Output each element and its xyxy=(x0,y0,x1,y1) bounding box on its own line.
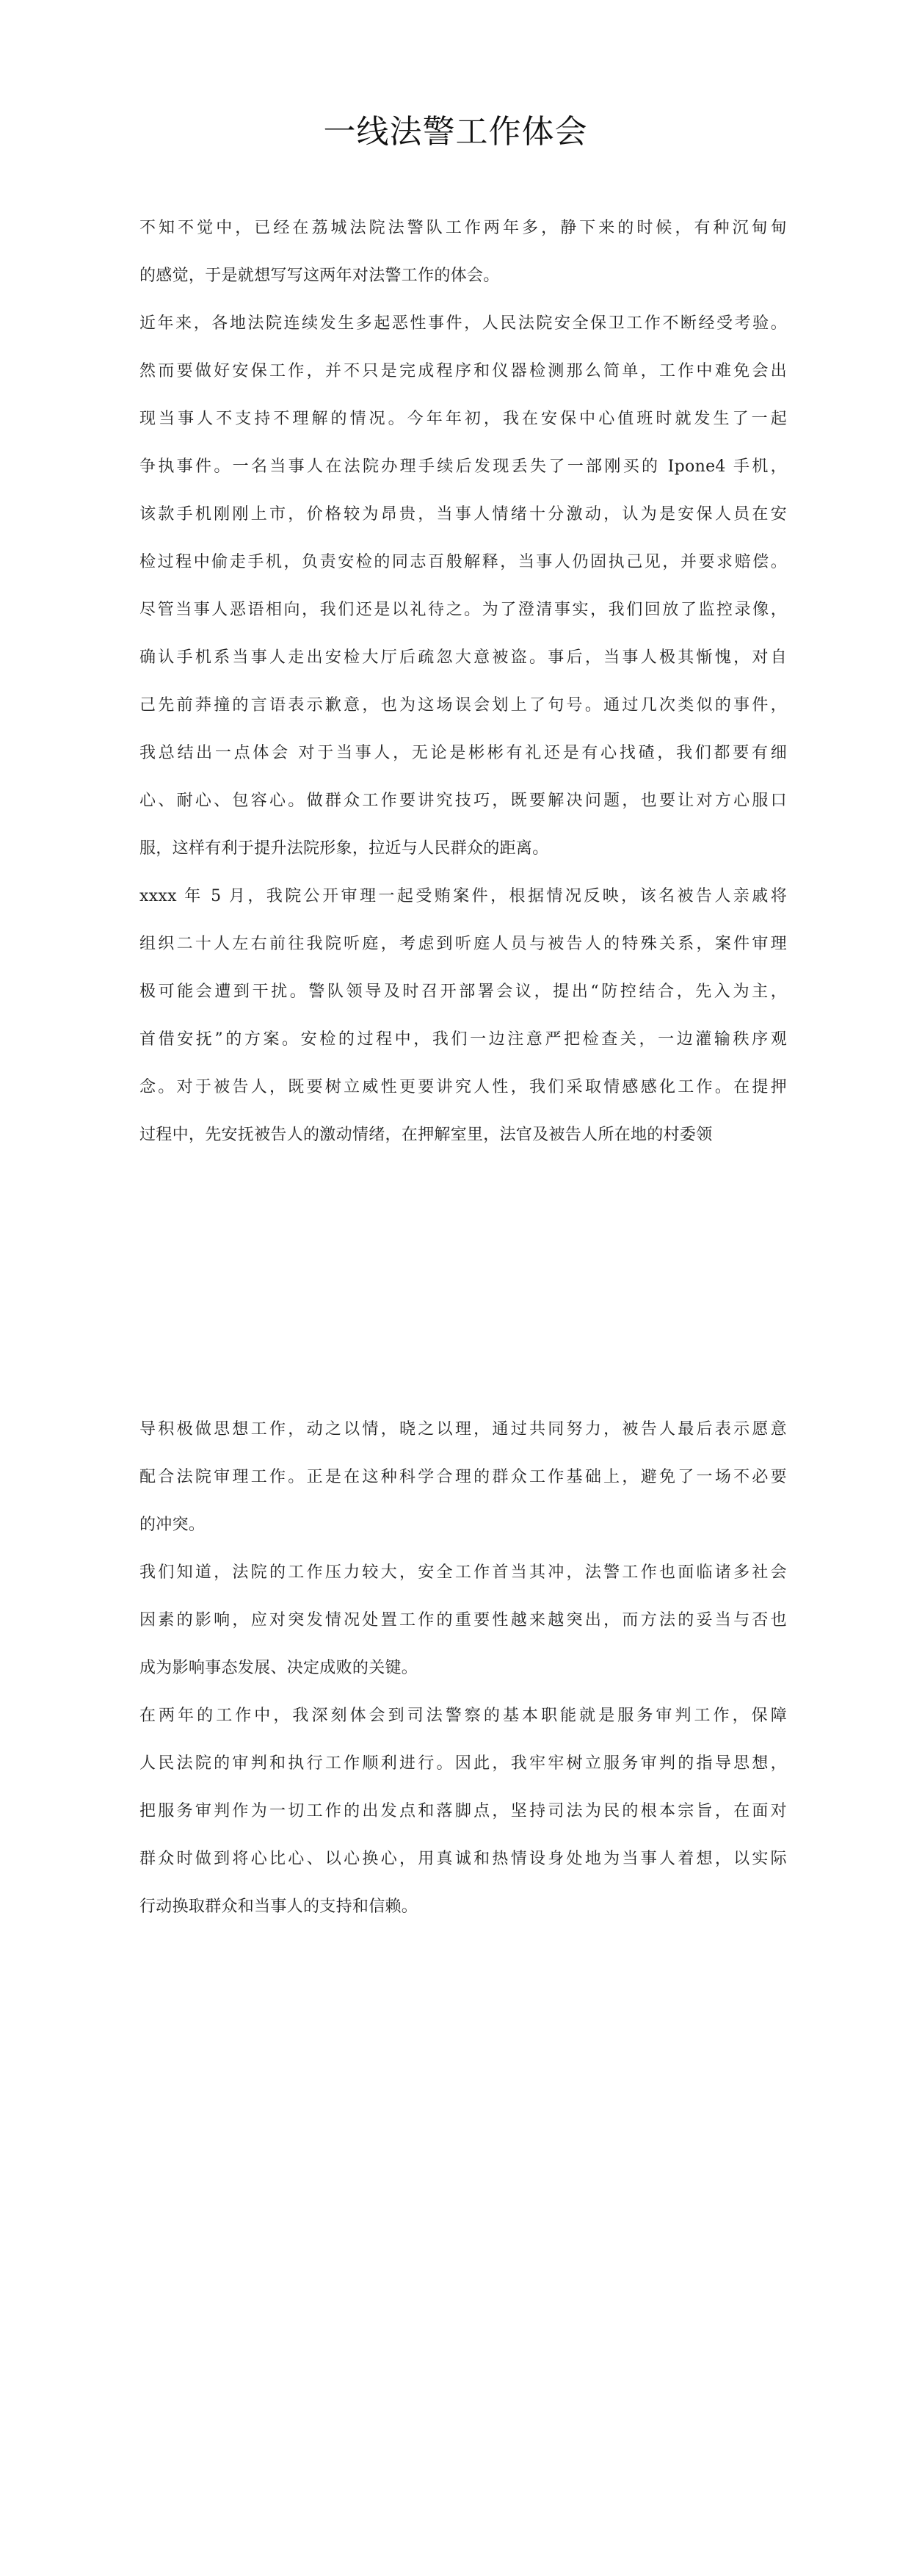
text-line: 极可能会遭到干扰。警队领导及时召开部署会议，提出“防控结合，先入为主， xyxy=(139,983,787,1001)
text-line: 行动换取群众和当事人的支持和信赖。 xyxy=(139,1897,418,1916)
text-line: 确认手机系当事人走出安检大厅后疏忽大意被盗。事后，当事人极其惭愧，对自 xyxy=(139,648,787,667)
text-block-upper xyxy=(139,204,787,1159)
text-line: 我总结出一点体会 对于当事人，无论是彬彬有礼还是有心找碴，我们都要有细 xyxy=(139,744,787,762)
text-line: 检过程中偷走手机，负责安检的同志百般解释，当事人仍固执己见，并要求赔偿。 xyxy=(139,553,787,571)
text-line: 成为影响事态发展、决定成败的关键。 xyxy=(139,1659,418,1677)
text-line: 该款手机刚刚上市，价格较为昂贵，当事人情绪十分激动，认为是安保人员在安 xyxy=(139,505,787,524)
text-line: 心、耐心、包容心。做群众工作要讲究技巧，既要解决问题，也要让对方心服口 xyxy=(139,792,787,810)
text-line: 导积极做思想工作，动之以情，晓之以理，通过共同努力，被告人最后表示愿意 xyxy=(139,1420,787,1439)
text-line: 组织二十人左右前往我院听庭，考虑到听庭人员与被告人的特殊关系，案件审理 xyxy=(139,935,787,953)
text-line: 争执事件。一名当事人在法院办理手续后发现丢失了一部刚买的 Ipone4 手机， xyxy=(139,457,787,476)
text-line: 的冲突。 xyxy=(139,1516,206,1534)
text-line: 不知不觉中，已经在荔城法院法警队工作两年多，静下来的时候，有种沉甸甸 xyxy=(139,219,787,237)
page-title: 一线法警工作体会 xyxy=(323,113,588,151)
text-line: 念。对于被告人，既要树立威性更要讲究人性，我们采取情感感化工作。在提押 xyxy=(139,1078,787,1096)
text-line: 现当事人不支持不理解的情况。今年年初，我在安保中心值班时就发生了一起 xyxy=(139,410,787,428)
text-line: 的感觉，于是就想写写这两年对法警工作的体会。 xyxy=(139,267,500,285)
text-line: 近年来，各地法院连续发生多起恶性事件，人民法院安全保卫工作不断经受考验。 xyxy=(139,314,787,333)
text-line: 因素的影响，应对突发情况处置工作的重要性越来越突出，而方法的妥当与否也 xyxy=(139,1611,787,1629)
text-line: 人民法院的审判和执行工作顺利进行。因此，我牢牢树立服务审判的指导思想， xyxy=(139,1754,787,1773)
text-line: 首借安抚”的方案。安检的过程中，我们一边注意严把检查关，一边灌输秩序观 xyxy=(139,1030,787,1049)
text-line: 然而要做好安保工作，并不只是完成程序和仪器检测那么简单，工作中难免会出 xyxy=(139,362,787,380)
text-line: 配合法院审理工作。正是在这种科学合理的群众工作基础上，避免了一场不必要 xyxy=(139,1468,787,1486)
text-line: 群众时做到将心比心、以心换心，用真诚和热情设身处地为当事人着想，以实际 xyxy=(139,1850,787,1868)
text-line: 己先前莽撞的言语表示歉意，也为这场误会划上了句号。通过几次类似的事件， xyxy=(139,696,787,714)
text-line: 我们知道，法院的工作压力较大，安全工作首当其冲，法警工作也面临诸多社会 xyxy=(139,1563,787,1582)
text-line: 把服务审判作为一切工作的出发点和落脚点，坚持司法为民的根本宗旨，在面对 xyxy=(139,1802,787,1820)
text-line: xxxx 年 5 月，我院公开审理一起受贿案件，根据情况反映，该名被告人亲戚将 xyxy=(139,887,787,905)
text-line: 服，这样有利于提升法院形象，拉近与人民群众的距离。 xyxy=(139,839,549,858)
text-line: 在两年的工作中，我深刻体会到司法警察的基本职能就是服务审判工作，保障 xyxy=(139,1707,787,1725)
text-line: 尽管当事人恶语相向，我们还是以礼待之。为了澄清事实，我们回放了监控录像， xyxy=(139,601,787,619)
text-line: 过程中，先安抚被告人的激动情绪，在押解室里，法官及被告人所在地的村委领 xyxy=(139,1126,713,1144)
text-block-lower xyxy=(139,1405,787,1931)
